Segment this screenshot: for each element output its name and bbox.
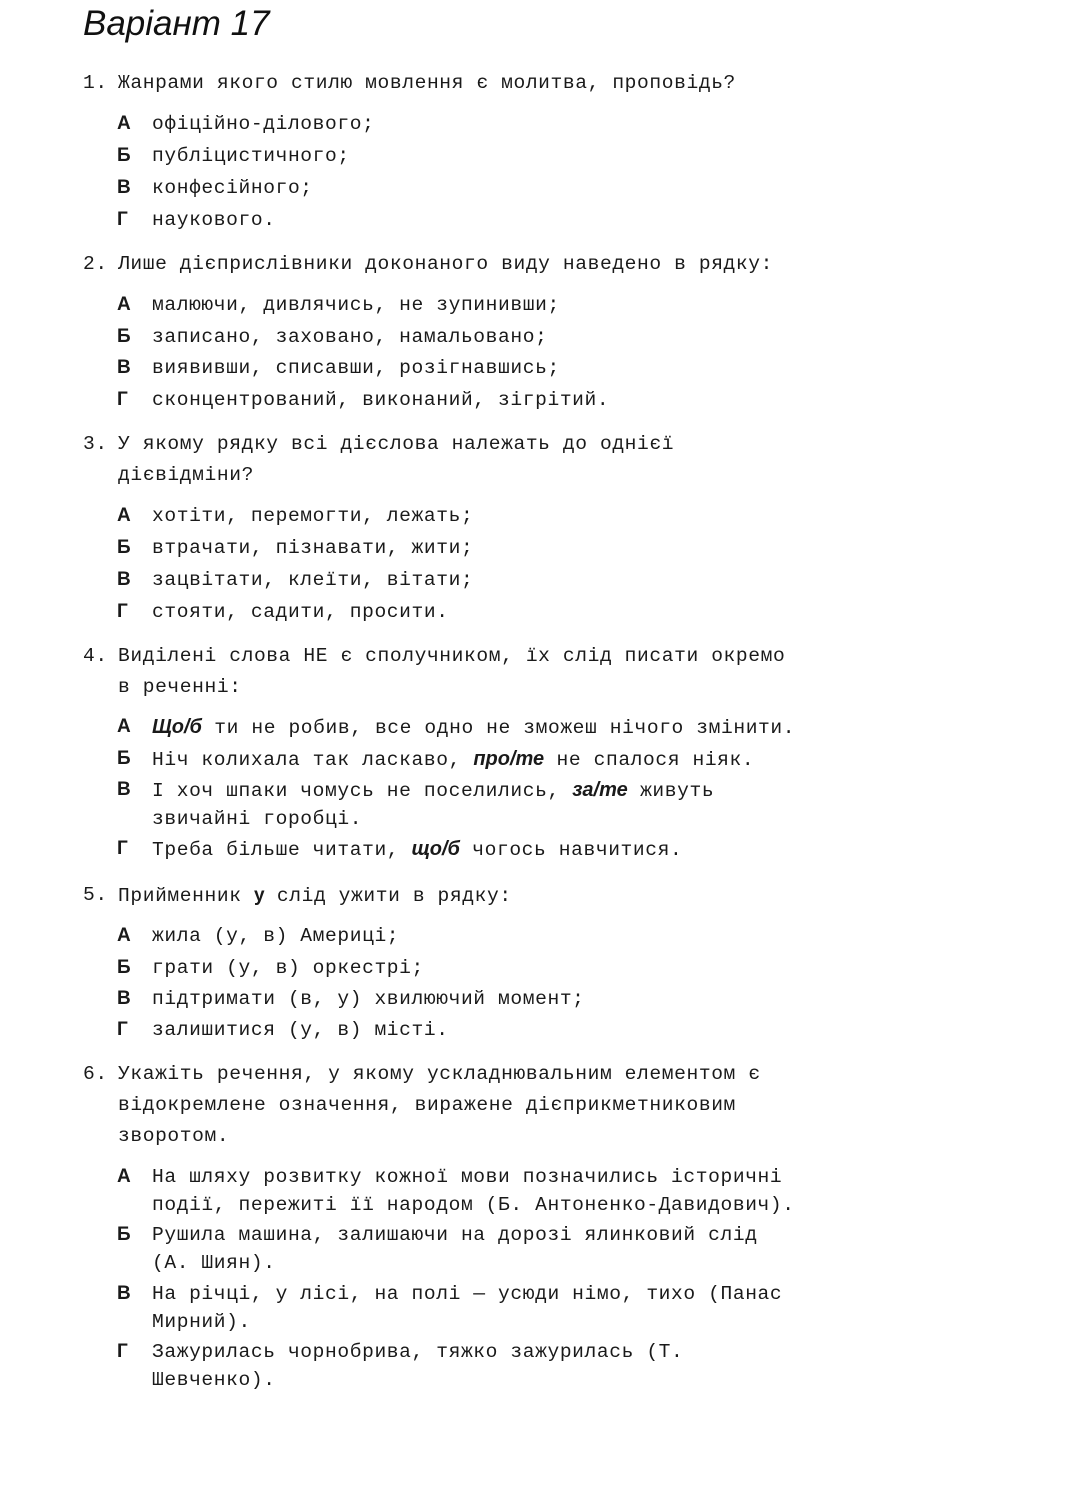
question-6 [83, 1059, 903, 1152]
option-text-after: чогось навчитися. [459, 839, 683, 861]
option-text-after: ти не робив, все одно не зможеш нічого змінити. [201, 717, 796, 739]
option-text: конфесійного; [152, 177, 313, 199]
option-text: На річці, у лісі, на полі — усюди німо, тихо (Панас Мирний). [152, 1283, 783, 1333]
option-text: записано, заховано, намальовано; [152, 326, 548, 348]
option-text: грати (у, в) оркестрі; [152, 957, 424, 979]
question-text-before: Прийменник [118, 885, 254, 907]
option-letter: В [117, 988, 131, 1009]
option-letter: А [117, 716, 131, 737]
question-1-option-b[interactable] [117, 142, 917, 170]
question-2-option-a[interactable] [117, 291, 917, 319]
highlighted-word: Що/б [152, 716, 202, 738]
question-5 [83, 880, 903, 912]
option-letter: Б [117, 957, 131, 978]
option-letter: Б [117, 537, 131, 558]
question-5-option-b[interactable] [117, 954, 917, 982]
option-letter: А [117, 113, 131, 134]
option-letter: Г [117, 389, 128, 410]
highlighted-word: за/те [572, 779, 628, 801]
option-text-after: не спалося ніяк. [544, 749, 755, 771]
question-number: 2. [83, 253, 108, 275]
option-letter: А [117, 294, 131, 315]
question-text: Укажіть речення, у якому ускладнювальним елементом є відокремлене означення, виражене дієприкметниковим зворотом. [118, 1063, 761, 1147]
option-text-before: І хоч шпаки чомусь не поселились, [152, 780, 573, 802]
question-text: У якому рядку всі дієслова належать до однієї дієвідміни? [118, 433, 675, 486]
option-letter: Г [117, 1019, 128, 1040]
question-number: 1. [83, 72, 108, 94]
option-text: зацвітати, клеїти, вітати; [152, 569, 474, 591]
question-number: 4. [83, 645, 108, 667]
question-number: 5. [83, 884, 108, 906]
option-text-after: живуть звичайні горобці. [152, 780, 715, 830]
option-text: залишитися (у, в) місті. [152, 1019, 449, 1041]
option-letter: В [117, 779, 131, 800]
question-1 [83, 68, 903, 99]
option-letter: Б [117, 748, 131, 769]
option-letter: Б [117, 1224, 131, 1245]
option-text: втрачати, пізнавати, жити; [152, 537, 474, 559]
option-text-before: Треба більше читати, [152, 839, 412, 861]
question-text-after: слід ужити в рядку: [264, 885, 512, 907]
question-3-option-a[interactable] [117, 502, 917, 530]
question-4-option-c[interactable] [117, 776, 917, 833]
question-6-option-c[interactable] [117, 1280, 917, 1336]
question-text: Лише дієприслівники доконаного виду наведено в рядку: [118, 253, 773, 275]
page-title: Варіант 17 [83, 4, 270, 43]
question-4-option-d[interactable] [117, 835, 917, 864]
highlighted-word: у [253, 885, 265, 906]
question-6-option-b[interactable] [117, 1221, 917, 1277]
question-1-option-a[interactable] [117, 110, 917, 138]
option-text: публіцистичного; [152, 145, 350, 167]
question-5-option-c[interactable] [117, 985, 917, 1013]
option-letter: В [117, 177, 131, 198]
option-text [117, 713, 917, 742]
question-text: Виділені слова НЕ є сполучником, їх слід писати окремо в реченні: [118, 645, 786, 698]
option-letter: Г [117, 601, 128, 622]
question-text: Жанрами якого стилю мовлення є молитва, проповідь? [118, 72, 736, 94]
option-letter: Г [117, 209, 128, 230]
question-1-option-d[interactable] [117, 206, 917, 234]
option-text: жила (у, в) Америці; [152, 925, 400, 947]
question-1-option-c[interactable] [117, 174, 917, 202]
highlighted-word: що/б [411, 838, 460, 860]
question-4-option-b[interactable] [117, 745, 917, 774]
option-text: сконцентрований, виконаний, зігрітий. [152, 389, 610, 411]
option-letter: В [117, 569, 131, 590]
option-letter: А [117, 1166, 131, 1187]
question-6-option-a[interactable] [117, 1163, 917, 1219]
option-letter: Б [117, 145, 131, 166]
option-text: Рушила машина, залишаючи на дорозі ялинковий слід (А. Шиян). [152, 1224, 758, 1274]
question-5-option-d[interactable] [117, 1016, 917, 1044]
option-letter: Б [117, 326, 131, 347]
question-6-option-d[interactable] [117, 1338, 917, 1394]
option-text [117, 745, 917, 774]
option-text: підтримати (в, у) хвилюючий момент; [152, 988, 585, 1010]
question-2-option-d[interactable] [117, 386, 917, 414]
option-letter: А [117, 505, 131, 526]
option-letter: В [117, 357, 131, 378]
option-letter: Г [117, 838, 128, 859]
option-text: виявивши, списавши, розігнавшись; [152, 357, 560, 379]
option-text [117, 776, 917, 833]
question-2 [83, 249, 903, 280]
question-number: 3. [83, 433, 108, 455]
question-2-option-b[interactable] [117, 323, 917, 351]
question-3 [83, 429, 903, 491]
option-text: офіційно-ділового; [152, 113, 375, 135]
question-5-option-a[interactable] [117, 922, 917, 950]
question-3-option-d[interactable] [117, 598, 917, 626]
option-letter: Г [117, 1341, 128, 1362]
option-text: наукового. [152, 209, 276, 231]
question-3-option-b[interactable] [117, 534, 917, 562]
option-letter: В [117, 1283, 131, 1304]
option-text: малюючи, дивлячись, не зупинивши; [152, 294, 560, 316]
option-text: хотіти, перемогти, лежать; [152, 505, 474, 527]
highlighted-word: про/те [473, 748, 545, 770]
question-number: 6. [83, 1063, 108, 1085]
question-3-option-c[interactable] [117, 566, 917, 594]
question-text [83, 880, 903, 912]
question-4-option-a[interactable] [117, 713, 917, 742]
question-2-option-c[interactable] [117, 354, 917, 382]
option-letter: А [117, 925, 131, 946]
option-text-before: Ніч колихала так ласкаво, [152, 749, 474, 771]
option-text [117, 835, 917, 864]
option-text: стояти, садити, просити. [152, 601, 449, 623]
question-4 [83, 641, 903, 703]
option-text: Зажурилась чорнобрива, тяжко зажурилась (Т. Шевченко). [152, 1341, 684, 1391]
option-text: На шляху розвитку кожної мови позначились історичні події, пережиті її народом (Б. Антоненко-Давидович). [152, 1166, 795, 1216]
